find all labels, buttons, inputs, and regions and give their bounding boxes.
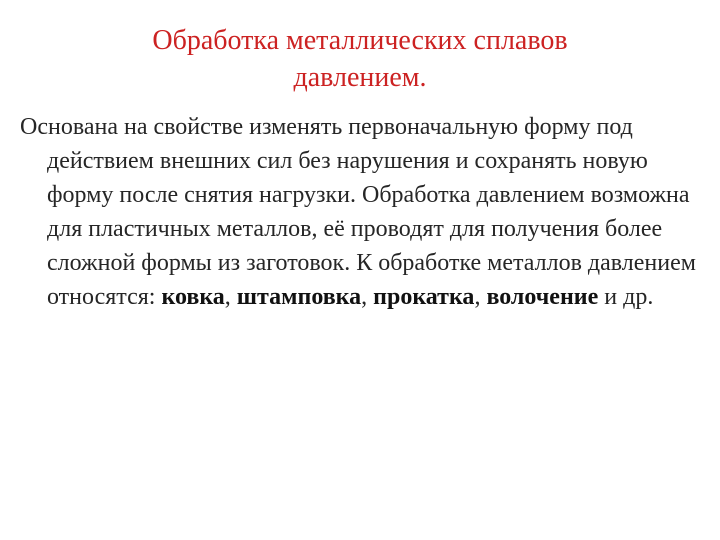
separator: , bbox=[474, 284, 487, 310]
term-stamping: штамповка bbox=[236, 284, 362, 310]
title-line-1: Обработка металлических сплавов bbox=[152, 25, 568, 56]
body-paragraph bbox=[20, 110, 710, 314]
slide-title bbox=[60, 22, 660, 96]
term-drawing: волочение bbox=[486, 284, 599, 310]
separator: , bbox=[361, 284, 374, 310]
term-rolling: прокатка bbox=[373, 284, 475, 310]
title-line-2: давлением. bbox=[293, 62, 427, 93]
body-intro-text: Основана на свойстве изменять первоначальную форму под действием внешних сил без нарушения и сохранять новую форму после снятия нагрузки. Обработка давлением возможна для пластичных металлов, её проводят для получения более сложной формы из заготовок. К обработке металлов давлением относятся: bbox=[20, 114, 696, 310]
term-forging: ковка bbox=[161, 284, 225, 310]
body-end-text: и др. bbox=[598, 284, 654, 310]
separator: , bbox=[224, 284, 237, 310]
